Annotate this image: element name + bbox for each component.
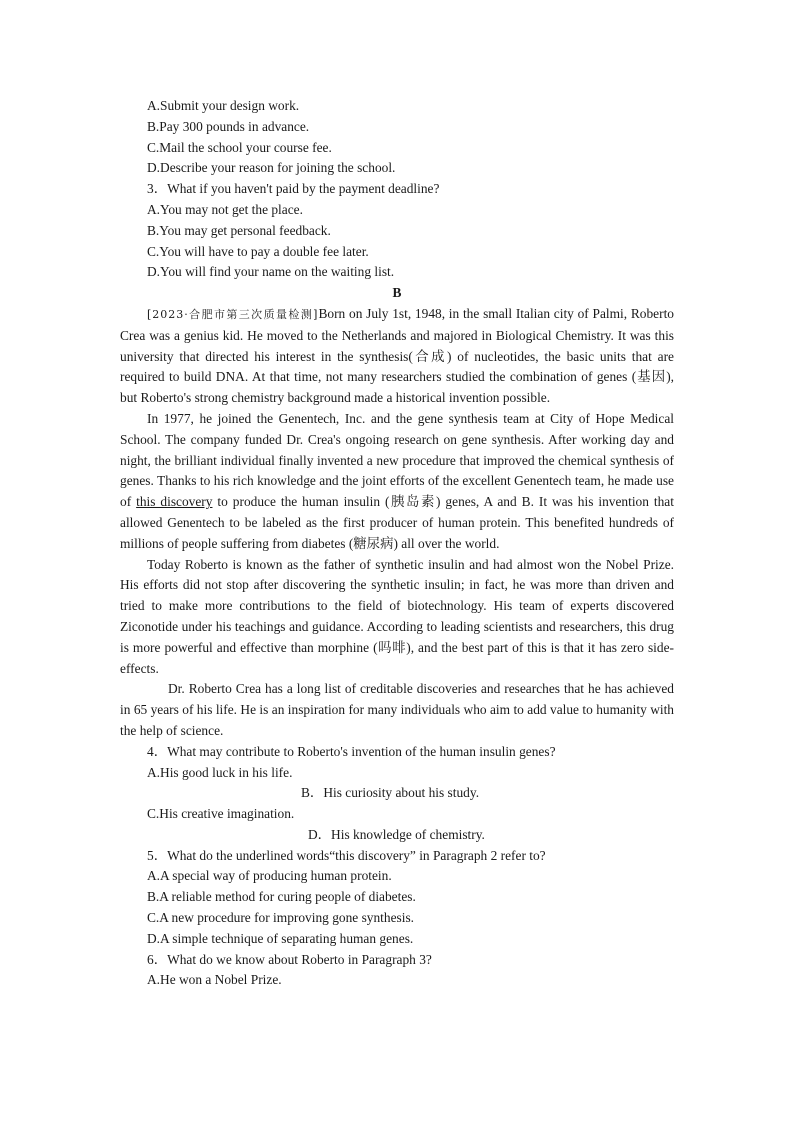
paragraph-2-text-after: to produce the human insulin (胰岛素) genes, A and B. It was his invention that allowed Genentech to be labeled as the first producer of human protein. This benefited hundreds of millions of people suffering from diabetes (糖尿病) all over the world.	[120, 494, 674, 551]
q4-option-d: D．His knowledge of chemistry.	[308, 826, 485, 842]
passage-paragraph-1	[120, 304, 674, 409]
q3-option-b: B.You may get personal feedback.	[147, 222, 331, 238]
q3-option-d: D.You will find your name on the waiting list.	[147, 264, 395, 280]
q2-option-b: B.Pay 300 pounds in advance.	[147, 118, 310, 134]
underlined-phrase: this discovery	[136, 494, 213, 510]
q5-option-c: C.A new procedure for improving gone synthesis.	[147, 910, 415, 926]
q4-option-c: C.His creative imagination.	[147, 806, 295, 822]
passage-paragraph-2	[120, 409, 674, 555]
q6-stem: 6．What do we know about Roberto in Paragraph 3?	[147, 951, 432, 967]
q5-option-a: A.A special way of producing human protein.	[147, 868, 392, 884]
q5-stem: 5．What do the underlined words“this discovery” in Paragraph 2 refer to?	[147, 847, 546, 863]
q2-option-a: A.Submit your design work.	[147, 98, 300, 113]
q5-option-d: D.A simple technique of separating human genes.	[147, 930, 414, 946]
q2-option-c: C.Mail the school your course fee.	[147, 139, 332, 155]
q3-option-a: A.You may not get the place.	[147, 201, 303, 217]
q5-option-b: B.A reliable method for curing people of diabetes.	[147, 889, 416, 905]
q4-stem: 4．What may contribute to Roberto's invention of the human insulin genes?	[147, 743, 556, 759]
q3-stem: 3．What if you haven't paid by the payment deadline?	[147, 181, 440, 197]
paragraph-1-text: Born on July 1st, 1948, in the small Italian city of Palmi, Roberto Crea was a genius kid. He moved to the Netherlands and majored in Biological Chemistry. It was this university that directed his interest in the synthesis(合成) of nucleotides, the basic units that are required to build DNA. At that time, not many researchers studied the combination of genes (基因), but Roberto's strong chemistry background made a historical invention possible.	[120, 305, 674, 406]
q6-option-a: A.He won a Nobel Prize.	[147, 972, 282, 988]
q4-option-b: B．His curiosity about his study.	[301, 785, 480, 801]
section-title: B	[392, 285, 402, 301]
q4-option-a: A.His good luck in his life.	[147, 764, 293, 780]
source-tag: [2023·合肥市第三次质量检测]	[147, 307, 319, 321]
passage-paragraph-4: Dr. Roberto Crea has a long list of creditable discoveries and researches that he has achieved in 65 years of his life. He is an inspiration for many individuals who aim to add value to humanity with the help of science.	[120, 681, 674, 738]
q2-option-d: D.Describe your reason for joining the school.	[147, 160, 396, 176]
passage-paragraph-3: Today Roberto is known as the father of synthetic insulin and had almost won the Nobel Prize. His efforts did not stop after discovering the synthetic insulin; in fact, he was more than driven and tried to make more contributions to the field of biotechnology. His team of experts discovered Ziconotide under his teachings and guidance. According to leading scientists and researchers, this drug is more powerful and effective than morphine (吗啡), and the best part of this is that it has zero side-effects.	[120, 556, 674, 676]
paragraph-2-text-before: In 1977, he joined the Genentech, Inc. and the gene synthesis team at City of Hope Medical School. The company funded Dr. Crea's ongoing research on gene synthesis. After working day and night, the brilliant individual finally invented a new procedure that improved the chemical synthesis of genes. Thanks to his rich knowledge and the joint efforts of the excellent Genentech team, he made use of	[120, 410, 674, 510]
document-page	[120, 96, 674, 991]
q3-option-c: C.You will have to pay a double fee later.	[147, 243, 369, 259]
